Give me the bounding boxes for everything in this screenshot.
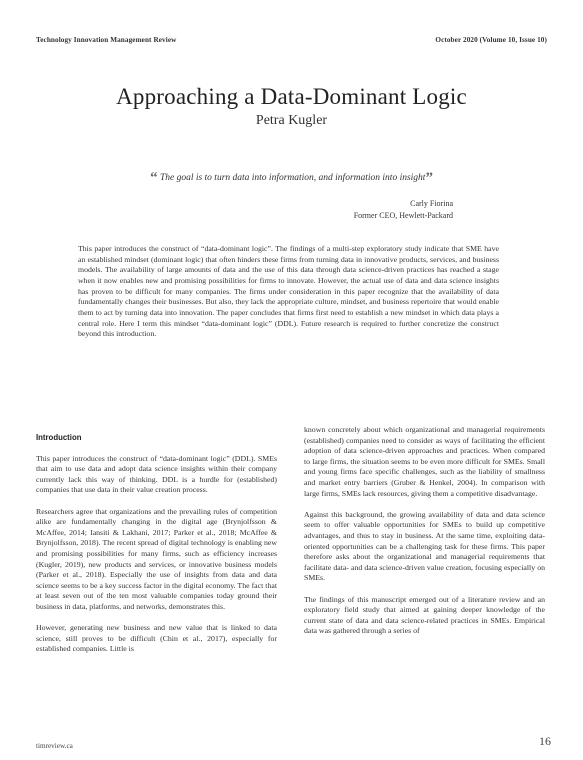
paragraph: The findings of this manuscript emerged out of a literature review and an exploratory field study that aimed at gaining deeper knowledge of the current state of data and data science-related practices in SMEs. Empirical data was gathered through a series of bbox=[304, 594, 545, 636]
paper-title: Approaching a Data-Dominant Logic bbox=[116, 84, 467, 109]
paragraph: This paper introduces the construct of “data-dominant logic” (DDL). SMEs that aim to use data and adopt data science insights within their company currently lack this way of thinking. DDL is a hurdle for (established) companies that use data in their value creation process. bbox=[36, 453, 277, 495]
paragraph: Researchers agree that organizations and the prevailing rules of competition alike are fundamentally changing in the digital age (Brynjolfsson & McAffee, 2014; Iansiti & Lakhani, 2017; Parker et al., 2018; McAffee & Brynjolfsson, 2018). The recent spread of digital technology is enabling new and promising possibilities for many firms, such as efficiency increases (Kugler, 2019), new products and services, or innovative business models (Parker et al., 2018). Especially the use of insights from data and data science seems to be a key success factor in the digital economy. The fact that at least seven out of the ten most valuable companies today ground their business in data, platforms, and networks, demonstrates this. bbox=[36, 506, 277, 611]
section-heading-introduction: Introduction bbox=[36, 433, 82, 442]
close-quote-mark: ” bbox=[425, 170, 433, 186]
issue-info: October 2020 (Volume 10, Issue 10) bbox=[435, 36, 547, 44]
open-quote-mark: “ bbox=[150, 170, 158, 186]
left-column bbox=[36, 433, 277, 665]
journal-name: Technology Innovation Management Review bbox=[36, 36, 177, 44]
page-number: 16 bbox=[539, 734, 551, 748]
author-name: Petra Kugler bbox=[255, 113, 328, 128]
epigraph-attribution-name: Carly Fiorina bbox=[410, 199, 453, 208]
footer-site-link[interactable]: timreview.ca bbox=[36, 742, 73, 750]
right-column bbox=[304, 425, 545, 647]
epigraph-quote bbox=[0, 170, 583, 187]
paragraph: Against this background, the growing availability of data and data science seem to offer valuable opportunities for SMEs to build up competitive advantages, and thus to stay in business. At the same time, exploiting data-oriented opportunities can be a challenging task for these firms. This paper therefore asks about the organizational and managerial requirements that facilitate data- and data science-driven value creation, focusing especially on SMEs. bbox=[304, 509, 545, 583]
epigraph-attribution-role: Former CEO, Hewlett-Packard bbox=[353, 211, 453, 220]
epigraph-text: The goal is to turn data into information, and information into insight bbox=[159, 173, 426, 183]
paragraph: known concretely about which organizational and managerial requirements (established) companies need to consider as ways of facilitating the efficient adoption of data science-driven approaches and practices. When compared to large firms, the situation seems to be even more difficult for SMEs. Small and young firms face specific challenges, such as the liability of smallness and market entry barriers (Gruber & Henkel, 2004). In comparison with large firms, SMEs lack resources, giving them a competitive disadvantage. bbox=[304, 425, 545, 498]
paragraph: However, generating new business and new value that is linked to data science, still proves to be difficult (Chin et al., 2017), especially for established companies. Little is bbox=[36, 623, 277, 654]
abstract: This paper introduces the construct of “data-dominant logic”. The findings of a multi-step exploratory study indicate that SME have an established mindset (dominant logic) that often hinders these firms from turning data in innovative products, services, and business models. The availability of large amounts of data and the use of this data through data science-driven practices has reached a stage when it now enables new and promising possibilities for firms to innovate. However, the actual use of data and data science insights has proven to be difficult for many companies. The firms under consideration in this paper recognize that the availability of data fundamentally changes their businesses. But also, they lack the appropriate culture, mindset, and business repertoire that would enable them to act by turning data into innovation. The paper concludes that firms first need to establish a new mindset in which data plays a central role. Here I term this mindset “data-dominant logic” (DDL). Future research is required to further concretize the construct beyond this introduction. bbox=[78, 244, 499, 339]
